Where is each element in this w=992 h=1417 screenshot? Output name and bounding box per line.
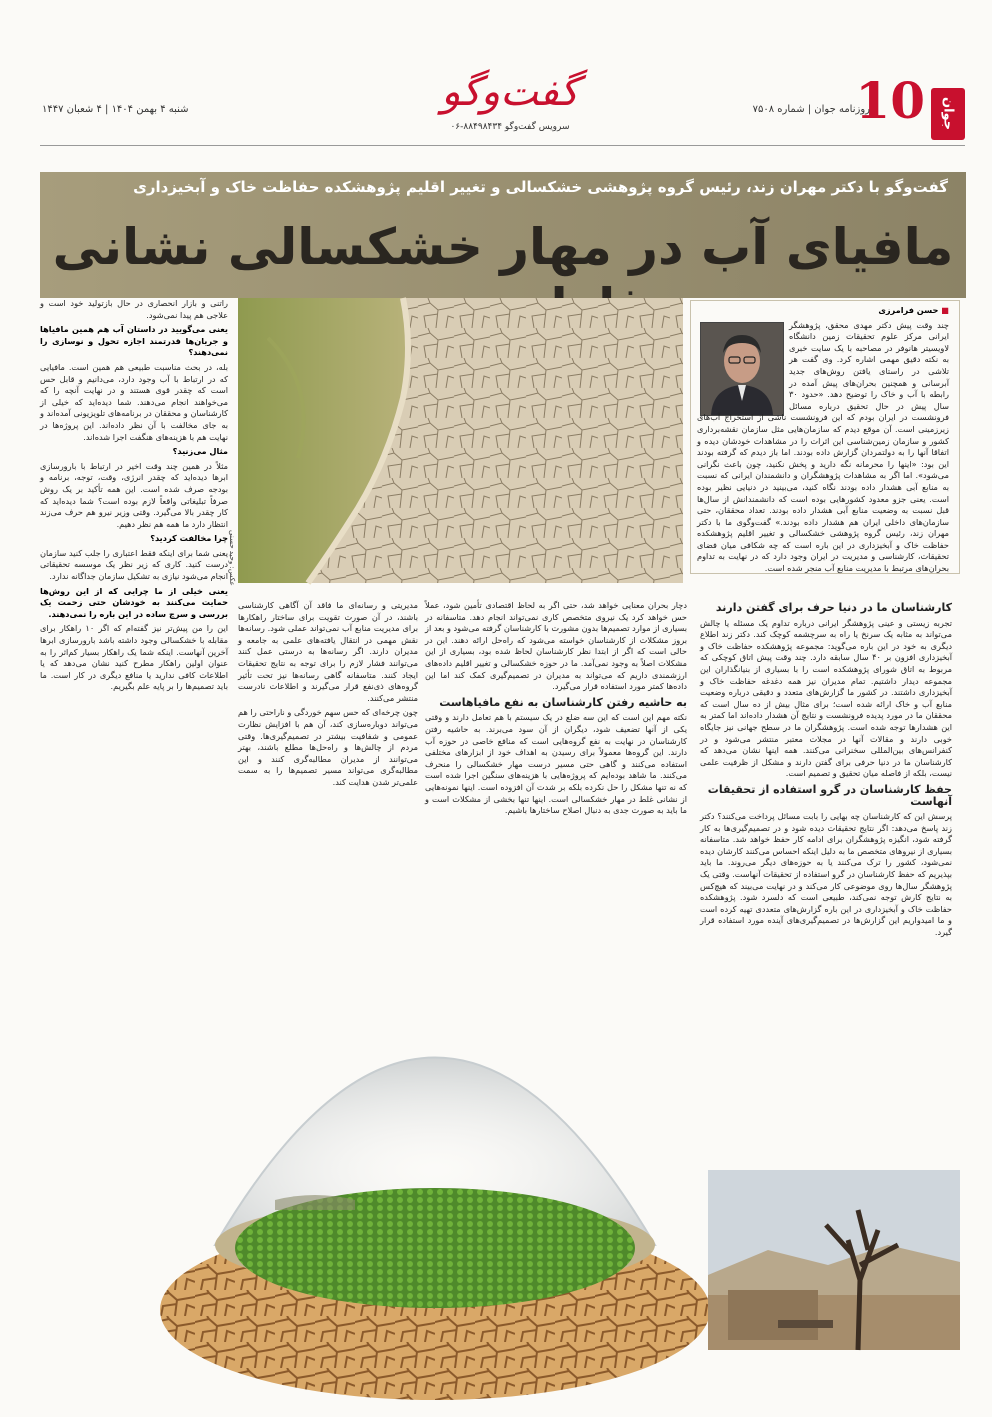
dome-illustration-graphic: [155, 900, 715, 1400]
col1-heading-1: کارشناسان ما در دنیا حرف برای گفتن دارند: [715, 601, 952, 614]
col3-paragraph-1: مدیریتی و رسانه‌ای ما فاقد آن آگاهی کارشناسی باشند، در آن صورت تقویت برای ساختار راهکارها برای مدیریت منابع آب نمی‌تواند عملی شود. رسانه‌ها نقش مهمی در انتقال یافته‌های علمی به جامعه و مدیران دارند. اگر رسانه‌ها به درستی عمل کنند می‌توانند فشار لازم را برای توجه به نتایج تحقیقات ایجاد کنند. متاسفانه گاهی رسانه‌ها نیز تحت تأثیر گروه‌های ذی‌نفع قرار می‌گیرند و اطلاعات نادرست منتشر می‌کنند.: [238, 600, 418, 703]
section-service: سرویس گفت‌وگو ۸۸۴۹۸۴۳۴-۰۶: [450, 122, 570, 132]
masthead: [40, 70, 965, 140]
col4-paragraph-5: این را من پیش‌تر نیز گفته‌ام که اگر ۱۰ راهکار برای مقابله با خشکسالی وجود داشته باشد بارورسازی ابرها آخرین آنهاست. اینکه شما یک راهکار بسیار کم‌اثر را به عنوان اولین راهکار مطرح کنید نشان می‌دهد که یا اطلاعات کافی ندارید یا منافع دیگری در کار است. ما باید تصمیم‌ها را بر پایه علم بگیریم.: [40, 623, 228, 692]
col4-question-2: مثال می‌زنید؟: [172, 446, 228, 457]
issue-line: روزنامه جوان | شماره ۷۵۰۸: [752, 104, 870, 115]
col1-paragraph-2: پرسش این که کارشناسان چه بهایی را بابت مسائل پرداخت می‌کنند؟ دکتر زند پاسخ می‌دهد: اگر نتایج تحقیقات دیده شود و در تصمیم‌گیری‌ها به کار گرفته شود، انگیزه پژوهشگران برای ادامه کار حفظ خواهد شد. متاسفانه بسیاری از نیروهای متخصص ما به دلیل اینکه احساس می‌کنند کارشان دیده نمی‌شود، کشور را ترک می‌کنند یا به حوزه‌های دیگر می‌روند. ما باید بپذیریم که حفظ کارشناسان در گرو استفاده از تحقیقات آنهاست. وقتی یک پژوهشگر سال‌ها روی موضوعی کار می‌کند و در نهایت می‌بیند که هیچ‌کس به نتایج کارش توجه نمی‌کند، طبیعی است که دلسرد شود. پژوهشکده حفاظت خاک و آبخیزداری در این باره گزارش‌های متعددی تهیه کرده است و ما امیدواریم این گزارش‌ها در تصمیم‌گیری‌های آینده مورد استفاده قرار گیرد.: [700, 811, 952, 938]
dead-tree-photo: [708, 1170, 960, 1350]
col4-paragraph-2: بله، در بحث مناسبت طبیعی هم همین است. مافیایی که در ارتباط با آب وجود دارد، می‌دانیم و قابل حس است که چقدر قوی هستند و در نهایت آنچه را که می‌خواهند انجام می‌دهند. شما دیده‌اید که خیلی از کارشناسان و محققان در برنامه‌های تلویزیونی آمده‌اند و به جای مخالفت با آن نظر داده‌اند. این پروژه‌ها در نهایت هم با هزینه‌های هنگفت اجرا شده‌اند.: [40, 361, 228, 442]
photo-credit: عکس: وحید حسنی: [228, 530, 236, 586]
newspaper-logo: جوان: [931, 88, 965, 140]
masthead-rule: [40, 145, 965, 146]
page-number: 10: [855, 71, 925, 130]
main-photo-dry-lake: [238, 298, 683, 583]
col2-paragraph-2: نکته مهم این است که این سه ضلع در یک سیستم با هم تعامل دارند و وقتی یکی از آنها تضعیف شود، دیگران از آن سود می‌برند. به حاشیه رفتن کارشناسان در نهایت به نفع گروه‌هایی است که منافع خاصی در حوزه آب دارند. این گروه‌ها معمولاً برای رسیدن به اهداف خود از ابزارهای مختلفی استفاده می‌کنند و گاهی حتی مسیر درست مهار خشکسالی را منحرف می‌کنند. ما شاهد بوده‌ایم که پروژه‌هایی با هزینه‌های سنگین اجرا شده است که نه تنها مشکل را حل نکرده بلکه بر شدت آن افزوده است. اینها نمونه‌هایی از نشانی غلط در مهار خشکسالی است. اینها تنها بخشی از مشکلات است و ما باید به صورت جدی به دنبال اصلاح ساختارها باشیم.: [425, 712, 687, 816]
dome-farm-illustration: [155, 900, 715, 1400]
intro-text: چند وقت پیش دکتر مهدی محقق، پژوهشگر ایرانی مرکز علوم تحقیقات زمین دانشگاه لاویسیتر هانوفر در مصاحبه با یک سایت خبری به نکته دقیق مهمی اشاره کرد. وی گفت هر تلاشی در راستای یافتن روش‌های جدید آبرسانی و همچنین بحران‌های پیش آمده در رابطه با آب و خاک را توضیح دهد. «حدود ۳۰ سال پیش در حال تحقیق درباره مسائل فرونشست در ایران بودم که این فرونشست ناشی از استخراج آب‌های زیرزمینی است. آن موقع دیدم که سازمان‌هایی مثل سازمان نقشه‌برداری کشور و سازمان زمین‌شناسی این اثرات را در مشاهدات خودشان دیده و اتفاقا آنها را به دولتمردان گزارش داده بودند. اما باز دیدم که گرفته بودند این بود: «اینها را محرمانه نگه دارید و پخش نکنید، چون باعث نگرانی می‌شود». اما اگر به مشاهدات پژوهشگران و دانشمندان ایرانی که نسبت به منابع آبی هشدار داده بودند نگاه کنید، می‌بینید در دنیایی نظیر بوده است. یعنی جزو معدود کشورهایی بوده است که دانشمندانش از سال‌ها قبل نسبت به وضعیت منابع آبی هشدار داده بودند. تعداد محققان، حتی سازمان‌های داخلی ایران هم هشدار داده بودند.» گفت‌وگوی ما با دکتر مهران زند، رئیس گروه پژوهشی خشکسالی و تغییر اقلیم پژوهشکده حفاظت خاک و آبخیزداری در این باره است که چه شکافی میان فضای تحقیقات، کارشناسی و مدیریت در ایران وجود دارد که در نهایت به تداوم بحران‌های مرتبط با مدیریت منابع آب منجر شده است.: [697, 319, 949, 574]
portrait-float: [697, 305, 789, 409]
author-bullet: ■: [938, 305, 949, 315]
col2-paragraph-1: دچار بحران معنایی خواهد شد، حتی اگر به لحاظ اقتصادی تأمین شود، عملاً حس خواهد کرد یک نیروی متخصص کاری نمی‌تواند انجام دهد. متاسفانه در بسیاری از موارد تصمیم‌ها بدون مشورت با کارشناسان گرفته می‌شود و بعد از بروز مشکلات از کارشناسان خواسته می‌شود که راه‌حل ارائه دهند. این در حالی است که اگر از ابتدا نظر کارشناسان لحاظ شده بود، بسیاری از این مشکلات اصلاً به وجود نمی‌آمد. ما در حوزه خشکسالی و تغییر اقلیم داده‌های ارزشمندی داریم که می‌تواند به مدیران در تصمیم‌گیری کمک کند اما این داده‌ها کمتر مورد استفاده قرار می‌گیرد.: [425, 600, 687, 692]
intro-author: حسن فرامرزی: [878, 305, 939, 315]
col4-question-4: یعنی خیلی از ما چرایی که از این روش‌ها حمایت می‌کنند به خودشان حتی زحمت یک بررسی و سرچ ساده در این باره را نمی‌دهند.: [40, 585, 228, 619]
intro-text-block: [697, 305, 949, 574]
article-subtitle: گفت‌وگو با دکتر مهران زند، رئیس گروه پژوهشی خشکسالی و تغییر اقلیم پژوهشکده حفاظت خاک و آبخیزداری: [133, 178, 948, 196]
col3-paragraph-2: چون چرخه‌ای که حس سهم خوردگی و ناراحتی را هم می‌تواند دوباره‌سازی کند، آن هم با افزایش نظارت عمومی و شفافیت بیشتر در تصمیم‌گیری‌ها. وقتی مردم از چالش‌ها و راه‌حل‌ها مطلع باشند، بهتر می‌توانند از مدیران مطالبه‌گری کنند و این مطالبه‌گری می‌تواند مسیر تصمیم‌ها را به سمت علمی‌تر شدن هدایت کند.: [238, 707, 418, 787]
col1-paragraph-1: تجربه زیستی و عینی پژوهشگر ایرانی درباره تداوم یک مسئله یا چالش می‌تواند به مثابه یک سرنخ یا راه به سرچشمه کوچک کند. دکتر زند اطلاع دیگری به خود در این باره می‌گوید: مجموعه پژوهشکده حفاظت خاک و آبخیزداری افزون بر ۴۰ سال سابقه دارد. چند وقت پیش اتاق کوچکی که مربوط به اتاق شورای پژوهشکده است را با بسیاری از بنیانگذاران این مجموعه دیدار داشتیم. تمام مدیران نیز همه دغدغه حفاظت خاک و آبخیزداری داشتند. در کشور ما گزارش‌های متعدد و دقیقی درباره وضعیت منابع آب و خاک ارائه شده است؛ برای مثال بیش از ده سال است که محققان ما در مورد پدیده فرونشست و نتایج آن هشدار داده‌اند اما کمتر به این هشدارها توجه شده است. پژوهشگران ما در سطح جهانی نیز جایگاه خوبی دارند و مقالات آنها در مجلات معتبر منتشر می‌شود و در کنفرانس‌های بین‌المللی سخنرانی می‌کنند. همه اینها نشان می‌دهد که کارشناسان ما در دنیا حرفی برای گفتن دارند و مشکل از ظرفیت علمی نیست، بلکه از فاصله میان تحقیق و تصمیم است.: [700, 617, 952, 779]
dead-tree-graphic: [708, 1170, 960, 1350]
header-band: [40, 172, 966, 298]
column-1: [700, 598, 952, 1158]
article-headline: مافیای آب در مهار خشکسالی نشانی: [52, 218, 954, 276]
col4-paragraph-1: راتنی و بازار انحصاری در حال بازتولید خود است و علاجی هم پیدا نمی‌شود.: [40, 298, 228, 320]
col4-paragraph-3: مثلاً در همین چند وقت اخیر در ارتباط با بارورسازی ابرها دیده‌اید که چقدر انرژی، وقت، توجه، برنامه و بودجه صرف شده است. این همه تأکید بر یک روش صرفاً تبلیغاتی واقعاً لازم بوده است؟ شما دیده‌اید که کار چقدر بالا می‌گیرد. وقتی وزیر نیرو هم حرف می‌زند انتظار دارد ما همه هم نظر دهیم.: [40, 460, 228, 529]
col4-question-1: یعنی می‌گویید در داستان آب هم همین مافیاها و جریان‌ها قدرتمند اجازه تحول و نوسازی را نمی‌دهند؟: [40, 324, 228, 358]
col2-heading: به حاشیه رفتن کارشناسان به نفع مافیاهاست: [439, 695, 687, 709]
section-title: گفت‌وگو: [441, 69, 579, 115]
col4-paragraph-4: یعنی شما برای اینکه فقط اعتباری را جلب کنید سازمان درست کنید. کاری که زیر نظر یک موسسه تحقیقاتی انجام می‌شود نیازی به تشکیل سازمان جداگانه ندارد.: [40, 547, 228, 582]
date-line: شنبه ۴ بهمن ۱۴۰۴ | ۴ شعبان ۱۴۴۷: [42, 104, 189, 115]
col1-heading-2: حفظ کارشناسان در گرو استفاده از تحقیقات آنهاست: [707, 782, 952, 808]
cracked-earth-photo: [238, 298, 683, 583]
col4-question-3: چرا مخالفت کردید؟: [150, 533, 228, 544]
